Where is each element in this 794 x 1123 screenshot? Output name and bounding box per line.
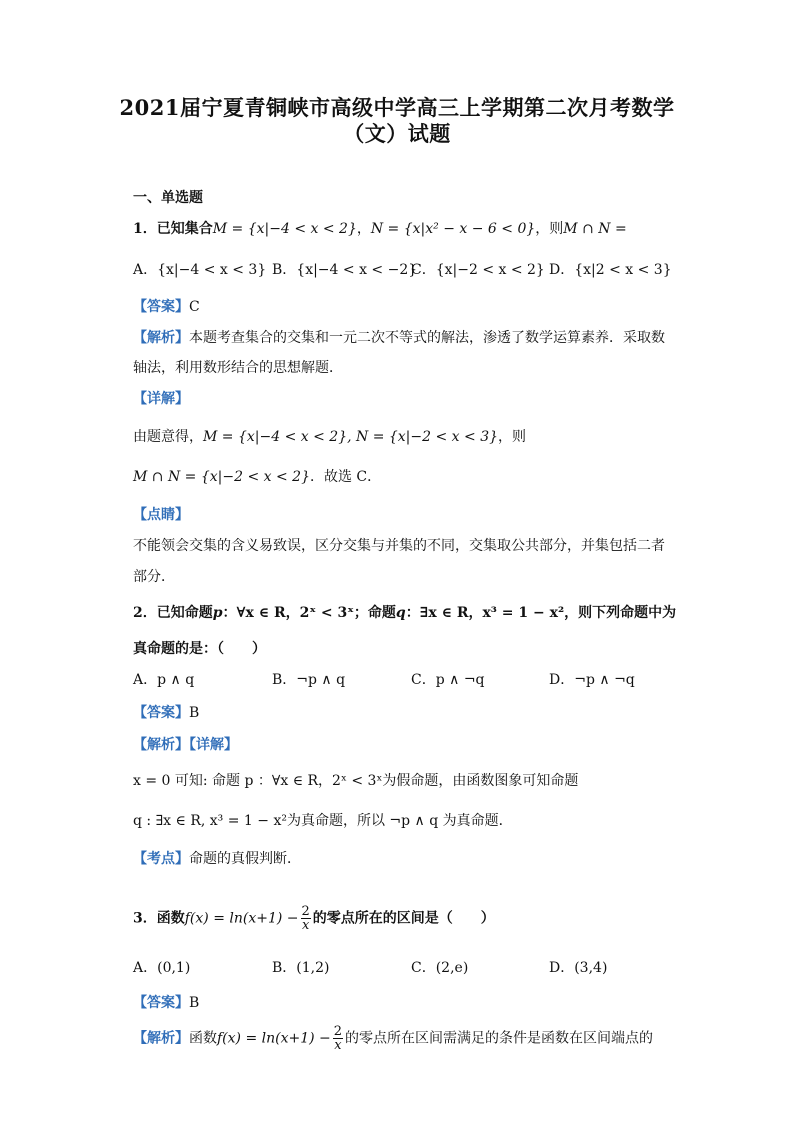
q3-answer bbox=[133, 992, 199, 1012]
q3-fraction bbox=[301, 905, 311, 932]
q1-answer bbox=[133, 296, 200, 316]
q2-stem-post: ：∃x ∈ R，x³ = 1 − x²，则下列命题中为 bbox=[405, 605, 677, 621]
q2-detail-line2: q : ∃x ∈ R, x³ = 1 − x²为真命题，所以 ¬p ∧ q 为真命题． bbox=[133, 813, 513, 829]
q2-option-c: C．p ∧ ¬q bbox=[411, 672, 485, 688]
q1-stem-post: ，则 bbox=[535, 221, 564, 237]
q1-option-b: B．{x|−4 < x < −2} bbox=[272, 262, 418, 278]
q2-option-b: B．¬p ∧ q bbox=[272, 672, 346, 688]
q1-detail-math2: M ∩ N = {x|−2 < x < 2} bbox=[133, 469, 310, 485]
q1-stem-sep: ， bbox=[356, 221, 371, 237]
q3-stem-pre: 3．函数 bbox=[133, 910, 185, 927]
q3-function: f(x) = ln(x+1) − bbox=[184, 910, 299, 927]
q2-point-tag: 【考点】 bbox=[133, 851, 189, 867]
q1-option-c: C．{x|−2 < x < 2} bbox=[411, 262, 545, 278]
q2-point bbox=[133, 848, 301, 868]
q3-analysis bbox=[133, 1025, 653, 1052]
q1-option-a: A．{x|−4 < x < 3} bbox=[133, 262, 267, 278]
q2-prop-q: q bbox=[395, 605, 406, 621]
q2-stem-line1 bbox=[133, 602, 676, 622]
q2-answer bbox=[133, 702, 199, 722]
q1-detail-line1 bbox=[133, 426, 526, 446]
q2-option-d: D．¬p ∧ ¬q bbox=[549, 672, 635, 688]
q2-stem-mid: ：∀x ∈ R，2ˣ < 3ˣ；命题 bbox=[222, 605, 396, 621]
q3-analysis-function: f(x) = ln(x+1) − bbox=[217, 1030, 331, 1047]
doc-title-line1: 2021届宁夏青铜峡市高级中学高三上学期第二次月考数学 bbox=[119, 95, 675, 120]
q3-answer-tag: 【答案】 bbox=[133, 995, 189, 1011]
q3-stem-post: 的零点所在的区间是（ ） bbox=[312, 910, 495, 927]
q3-analysis-tag: 【解析】 bbox=[133, 1030, 189, 1047]
q1-analysis-line2: 轴法，利用数形结合的思想解题． bbox=[133, 360, 343, 376]
q3-option-a: A．(0,1) bbox=[133, 960, 191, 976]
q2-answer-tag: 【答案】 bbox=[133, 705, 189, 721]
q2-point-text: 命题的真假判断． bbox=[189, 851, 301, 867]
q1-analysis-text1: 本题考查集合的交集和一元二次不等式的解法，渗透了数学运算素养．采取数 bbox=[189, 330, 665, 346]
q1-remark-tag: 【点睛】 bbox=[133, 507, 189, 523]
q1-option-d: D．{x|2 < x < 3} bbox=[549, 262, 672, 278]
q1-remark-line2: 部分． bbox=[133, 569, 175, 585]
q1-detail-math1: M = {x|−4 < x < 2}, N = {x|−2 < x < 3} bbox=[203, 429, 499, 445]
q3-analysis-frac-num: 2 bbox=[333, 1024, 343, 1039]
q2-stem-line2: 真命题的是：（ ） bbox=[133, 641, 266, 657]
q2-analysis-tag: 【解析】【详解】 bbox=[133, 737, 238, 753]
q1-stem bbox=[133, 218, 627, 238]
q1-detail-tag: 【详解】 bbox=[133, 391, 189, 407]
q3-frac-num: 2 bbox=[301, 904, 310, 919]
q1-set-n: N = {x|x² − x − 6 < 0} bbox=[370, 221, 536, 237]
q1-detail-pre: 由题意得， bbox=[133, 429, 203, 445]
q3-frac-den: x bbox=[301, 918, 310, 933]
q3-option-c: C．(2,e) bbox=[411, 960, 469, 976]
q1-stem-expr: M ∩ N = bbox=[563, 221, 627, 237]
q1-detail-post1: ，则 bbox=[498, 429, 527, 445]
q1-answer-tag: 【答案】 bbox=[133, 299, 189, 315]
q1-set-m: M = {x|−4 < x < 2} bbox=[212, 221, 357, 237]
doc-title-line2: （文）试题 bbox=[343, 121, 451, 146]
q1-detail-post2: ．故选 C． bbox=[309, 469, 382, 485]
q1-detail-line2 bbox=[133, 466, 381, 486]
q2-detail-line1: x = 0 可知: 命题 p ：∀x ∈ R，2ˣ < 3ˣ为假命题，由函数图象可知命题 bbox=[133, 773, 579, 789]
q1-stem-pre: 1．已知集合 bbox=[133, 221, 213, 237]
q3-analysis-frac-den: x bbox=[334, 1038, 342, 1053]
q1-analysis-line1 bbox=[133, 327, 665, 347]
section-heading: 一、单选题 bbox=[133, 190, 203, 206]
q3-option-d: D．(3,4) bbox=[549, 960, 608, 976]
q3-answer-value: B bbox=[189, 995, 200, 1011]
q1-analysis-tag: 【解析】 bbox=[133, 330, 189, 346]
q2-option-a: A．p ∧ q bbox=[133, 672, 195, 688]
q1-answer-value: C bbox=[189, 299, 200, 315]
q3-option-b: B．(1,2) bbox=[272, 960, 330, 976]
q3-stem bbox=[133, 905, 495, 932]
q2-answer-value: B bbox=[189, 705, 200, 721]
q2-prop-p: p bbox=[212, 605, 223, 621]
q3-analysis-fraction bbox=[333, 1025, 343, 1052]
q3-analysis-pre: 函数 bbox=[189, 1030, 217, 1047]
q3-analysis-post: 的零点所在区间需满足的条件是函数在区间端点的 bbox=[345, 1030, 654, 1047]
q2-stem-pre: 2．已知命题 bbox=[133, 605, 213, 621]
q1-remark-line1: 不能领会交集的含义易致误，区分交集与并集的不同，交集取公共部分，并集包括二者 bbox=[133, 538, 665, 554]
